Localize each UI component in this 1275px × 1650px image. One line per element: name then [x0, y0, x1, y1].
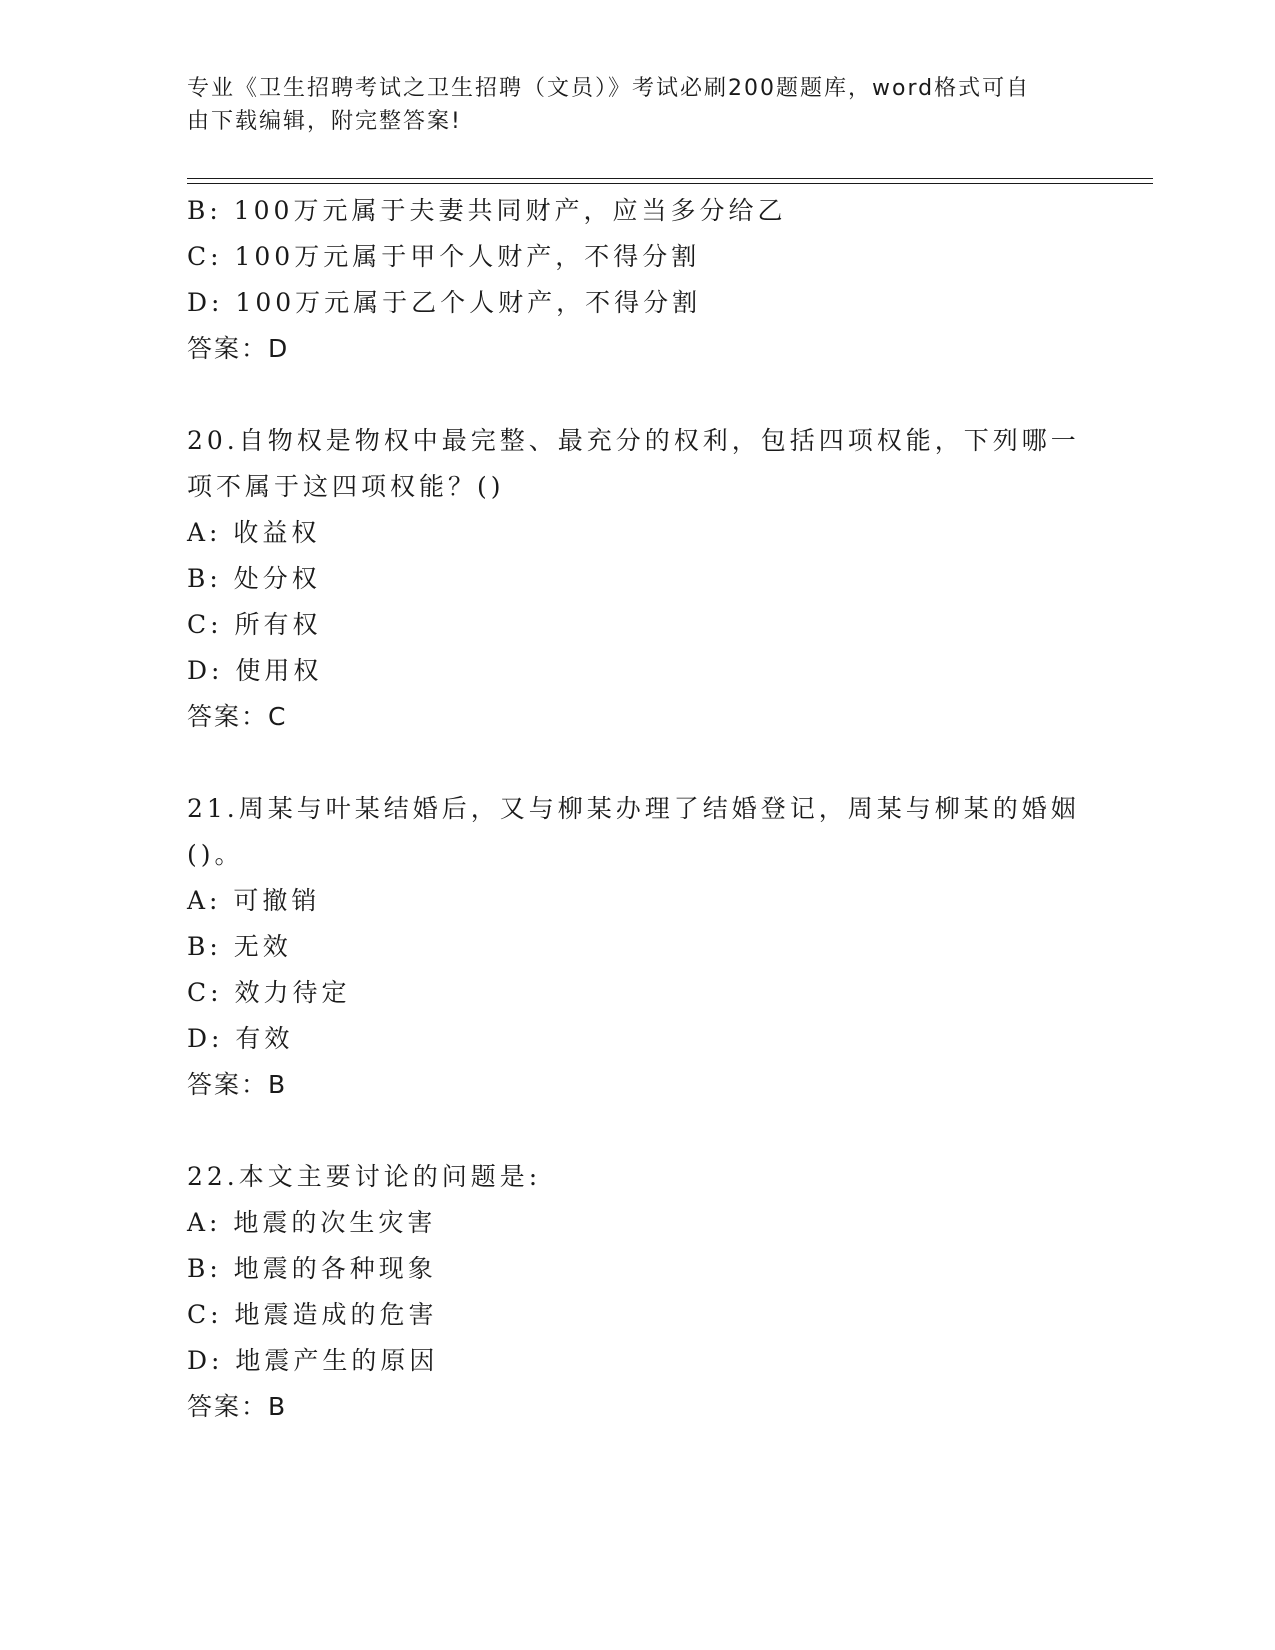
answer: 答案：B [187, 1070, 288, 1099]
header-divider-bottom [187, 183, 1153, 184]
option-d: D: 地震产生的原因 [187, 1346, 439, 1375]
option-d: D: 有效 [187, 1024, 294, 1053]
option-c: C: 所有权 [187, 610, 322, 639]
question-20 [187, 418, 1087, 740]
question-stem: 21.周某与叶某结婚后，又与柳某办理了结婚登记，周某与柳某的婚姻 [187, 794, 1080, 823]
answer: 答案：C [187, 702, 288, 731]
spacer [187, 372, 1087, 418]
option-d: D: 100万元属于乙个人财产，不得分割 [187, 288, 702, 317]
option-b: B: 无效 [187, 932, 292, 961]
answer: 答案：B [187, 1392, 288, 1421]
answer: 答案：D [187, 334, 290, 363]
question-22 [187, 1154, 1087, 1430]
option-b: B: 地震的各种现象 [187, 1254, 437, 1283]
option-a: A: 收益权 [187, 518, 321, 547]
option-d: D: 使用权 [187, 656, 323, 685]
question-21 [187, 786, 1087, 1108]
option-c: C: 地震造成的危害 [187, 1300, 438, 1329]
option-a: A: 可撤销 [187, 886, 321, 915]
option-c: C: 效力待定 [187, 978, 351, 1007]
option-c: C: 100万元属于甲个人财产，不得分割 [187, 242, 701, 271]
option-b: B: 100万元属于夫妻共同财产，应当多分给乙 [187, 196, 787, 225]
spacer [187, 1108, 1087, 1154]
option-a: A: 地震的次生灾害 [187, 1208, 437, 1237]
question-stem-continued: ()。 [187, 840, 244, 869]
question-content [187, 188, 1087, 1430]
spacer [187, 740, 1087, 786]
question-stem: 22.本文主要讨论的问题是: [187, 1162, 542, 1191]
header-divider-top [187, 178, 1153, 179]
question-stem-continued: 项不属于这四项权能？() [187, 472, 505, 501]
question-stem: 20.自物权是物权中最完整、最充分的权利，包括四项权能，下列哪一 [187, 426, 1080, 455]
header-line-2: 由下载编辑，附完整答案! [187, 109, 462, 134]
header-line-1: 专业《卫生招聘考试之卫生招聘（文员）》考试必刷200题题库，word格式可自 [187, 76, 1031, 101]
option-b: B: 处分权 [187, 564, 321, 593]
document-header [187, 72, 1067, 138]
question-19 [187, 188, 1087, 372]
